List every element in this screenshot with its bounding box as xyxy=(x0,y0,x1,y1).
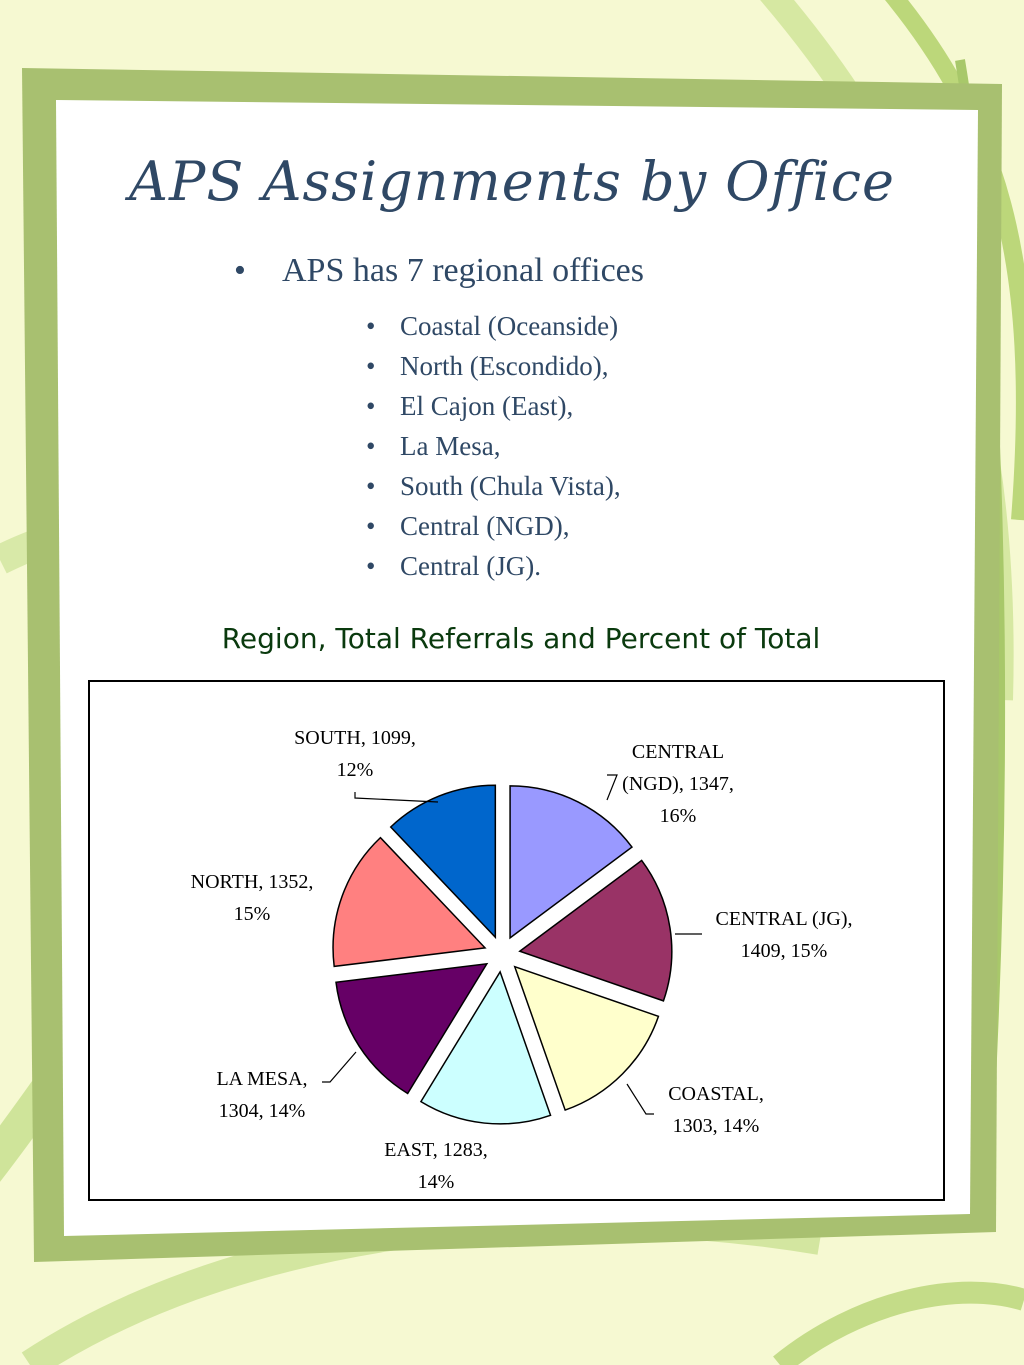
leader-line-south xyxy=(355,792,438,802)
sub-bullet: • South (Chula Vista), xyxy=(366,471,621,501)
data-label-coastal: COASTAL, 1303, 14% xyxy=(668,1083,764,1137)
data-label-la-mesa: LA MESA, 1304, 14% xyxy=(216,1068,308,1122)
sub-bullet: • Central (NGD), xyxy=(366,511,570,541)
leader-line-coastal xyxy=(627,1084,654,1114)
pie-chart xyxy=(90,682,947,1203)
slide-title: APS Assignments by Office xyxy=(129,150,895,213)
sub-bullet: • Central (JG). xyxy=(366,551,541,581)
data-label-east: EAST, 1283, 14% xyxy=(384,1139,488,1193)
chart-title: Region, Total Referrals and Percent of Total xyxy=(221,622,821,655)
sub-bullet: • North (Escondido), xyxy=(366,351,609,381)
bullet-dot: • xyxy=(234,252,246,289)
bullet-main xyxy=(234,252,644,290)
sub-bullet: • Coastal (Oceanside) xyxy=(366,311,619,341)
bullet-main-text: APS has 7 regional offices xyxy=(282,252,644,289)
pie-chart-frame xyxy=(88,680,945,1201)
data-label-central-jg: CENTRAL (JG), 1409, 15% xyxy=(715,908,853,962)
sub-bullet-list xyxy=(366,306,621,586)
data-label-north: NORTH, 1352, 15% xyxy=(190,871,314,925)
leader-line-central-ngd xyxy=(607,775,617,800)
data-label-central-ngd: CENTRAL (NGD), 1347, 16% xyxy=(622,741,734,827)
sub-bullet: • La Mesa, xyxy=(366,431,501,461)
leader-line-la-mesa xyxy=(322,1052,356,1082)
data-label-south: SOUTH, 1099, 12% xyxy=(294,727,416,781)
sub-bullet: • El Cajon (East), xyxy=(366,391,574,421)
